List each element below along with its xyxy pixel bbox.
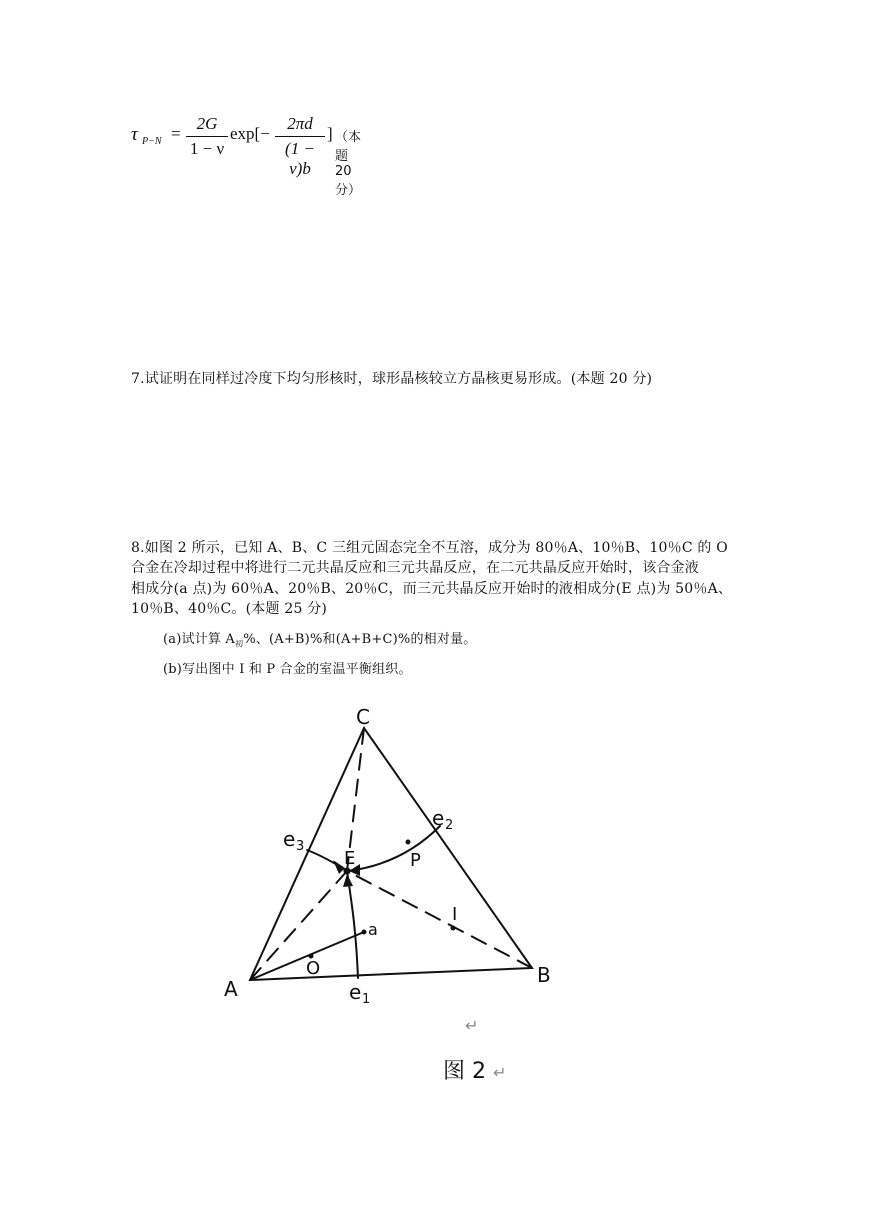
question-8-line-3: 相成分(a 点)为 60％A、20％B、20％C，而三元共晶反应开始时的液相成分(E 点)为 50％A、 [131, 581, 733, 597]
question-8-line-1: 8.如图 2 所示，已知 A、B、C 三组元固态完全不互溶，成分为 80％A、10％B、10％C 的 O [131, 540, 728, 556]
points-note: （本题 20 分） [335, 130, 362, 198]
question-8-line-2: 合金在冷却过程中将进行二元共晶反应和三元共晶反应，在二元共晶反应开始时，该合金液 [131, 560, 699, 576]
question-7-text: 7.试证明在同样过冷度下均匀形核时，球形晶核较立方晶核更易形成。(本题 20 分) [131, 371, 653, 387]
curve-e2-E [347, 826, 440, 871]
label-a: a [368, 920, 378, 939]
fraction-1-denominator: 1 − ν [189, 139, 225, 158]
label-e2: e [432, 806, 445, 830]
label-O: O [306, 958, 321, 979]
figure-caption: 图 2 ↵ [443, 1059, 507, 1084]
curve-e1-E [347, 871, 358, 978]
question-8-part-a: (a)试计算 $A_初\%$、(A+B)%和(A+B+C)%的相对量。 [163, 632, 477, 649]
label-e1: e [349, 980, 362, 1004]
part-a-subscript: 初 [235, 639, 244, 649]
tau-subscript: P−N [142, 136, 162, 147]
triangle-outline [250, 728, 532, 980]
tau-symbol: τ [131, 124, 138, 145]
label-B: B [537, 963, 551, 987]
label-I: I [452, 904, 458, 925]
equals-sign: = [171, 124, 181, 143]
label-e3-sub: 3 [296, 839, 305, 854]
label-P: P [410, 850, 421, 871]
question-8-line-4: 10％B、40％C。(本题 25 分) [131, 601, 328, 617]
question-8-part-b: (b)写出图中 I 和 P 合金的室温平衡组织。 [163, 662, 412, 677]
point-I [451, 926, 456, 931]
caption-return-mark: ↵ [493, 1063, 507, 1082]
fraction-1-numerator: 2G [196, 114, 218, 133]
label-e1-sub: 1 [362, 992, 371, 1007]
label-e3: e [283, 827, 296, 851]
exp-text: exp[− [230, 124, 270, 143]
point-a [362, 930, 367, 935]
close-bracket: ] [327, 124, 333, 143]
point-P [406, 840, 411, 845]
dashed-A-E [250, 871, 347, 980]
return-mark: ↵ [465, 1016, 479, 1035]
label-C: C [356, 705, 370, 729]
label-e2-sub: 2 [445, 818, 454, 833]
label-E: E [344, 848, 356, 869]
label-A: A [224, 977, 238, 1001]
fraction-2-numerator: 2πd [287, 114, 313, 133]
fraction-2-denominator: (1 − ν)b [285, 139, 315, 178]
